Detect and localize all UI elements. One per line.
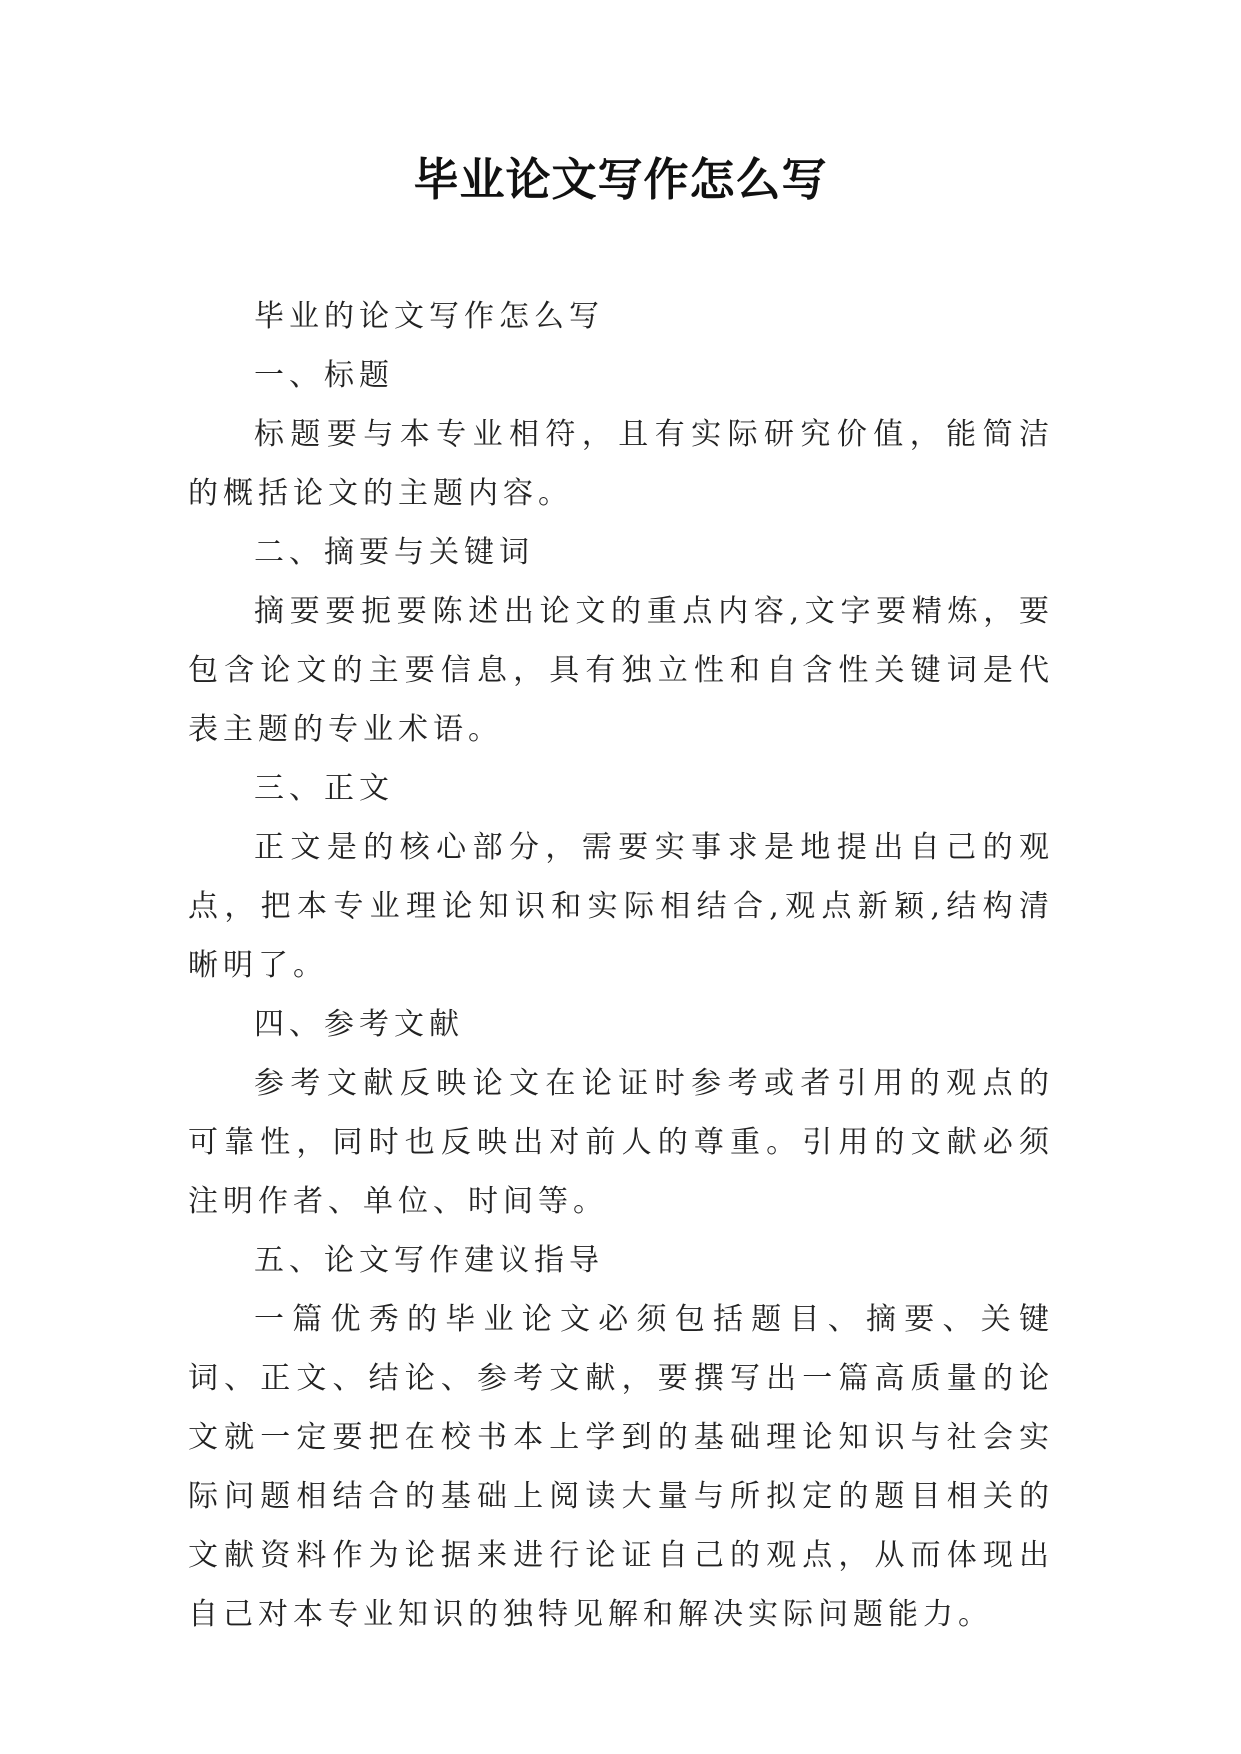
section-paragraph-references: 参考文献反映论文在论证时参考或者引用的观点的可靠性，同时也反映出对前人的尊重。引用的文献必须注明作者、单位、时间等。	[188, 1066, 1054, 1219]
section-heading-title: 一、标题	[254, 358, 394, 393]
section-paragraph-abstract: 摘要要扼要陈述出论文的重点内容,文字要精炼，要包含论文的主要信息，具有独立性和自含性关键词是代表主题的专业术语。	[188, 594, 1054, 747]
section-paragraph-body: 正文是的核心部分，需要实事求是地提出自己的观点，把本专业理论知识和实际相结合,观点新颖,结构清晰明了。	[188, 830, 1054, 983]
section-heading-abstract: 二、摘要与关键词	[254, 535, 534, 570]
intro-paragraph: 毕业的论文写作怎么写	[254, 299, 604, 334]
section-heading-references: 四、参考文献	[254, 1007, 464, 1042]
document-title: 毕业论文写作怎么写	[413, 153, 828, 206]
section-paragraph-title: 标题要与本专业相符，且有实际研究价值，能简洁的概括论文的主题内容。	[188, 417, 1054, 511]
section-heading-guidance: 五、论文写作建议指导	[254, 1243, 604, 1278]
section-heading-body: 三、正文	[254, 771, 394, 806]
document-body	[188, 287, 1054, 1644]
section-paragraph-guidance: 一篇优秀的毕业论文必须包括题目、摘要、关键词、正文、结论、参考文献，要撰写出一篇高质量的论文就一定要把在校书本上学到的基础理论知识与社会实际问题相结合的基础上阅读大量与所拟定的题目相关的文献资料作为论据来进行论证自己的观点，从而体现出自己对本专业知识的独特见解和解决实际问题能力。	[188, 1302, 1054, 1632]
